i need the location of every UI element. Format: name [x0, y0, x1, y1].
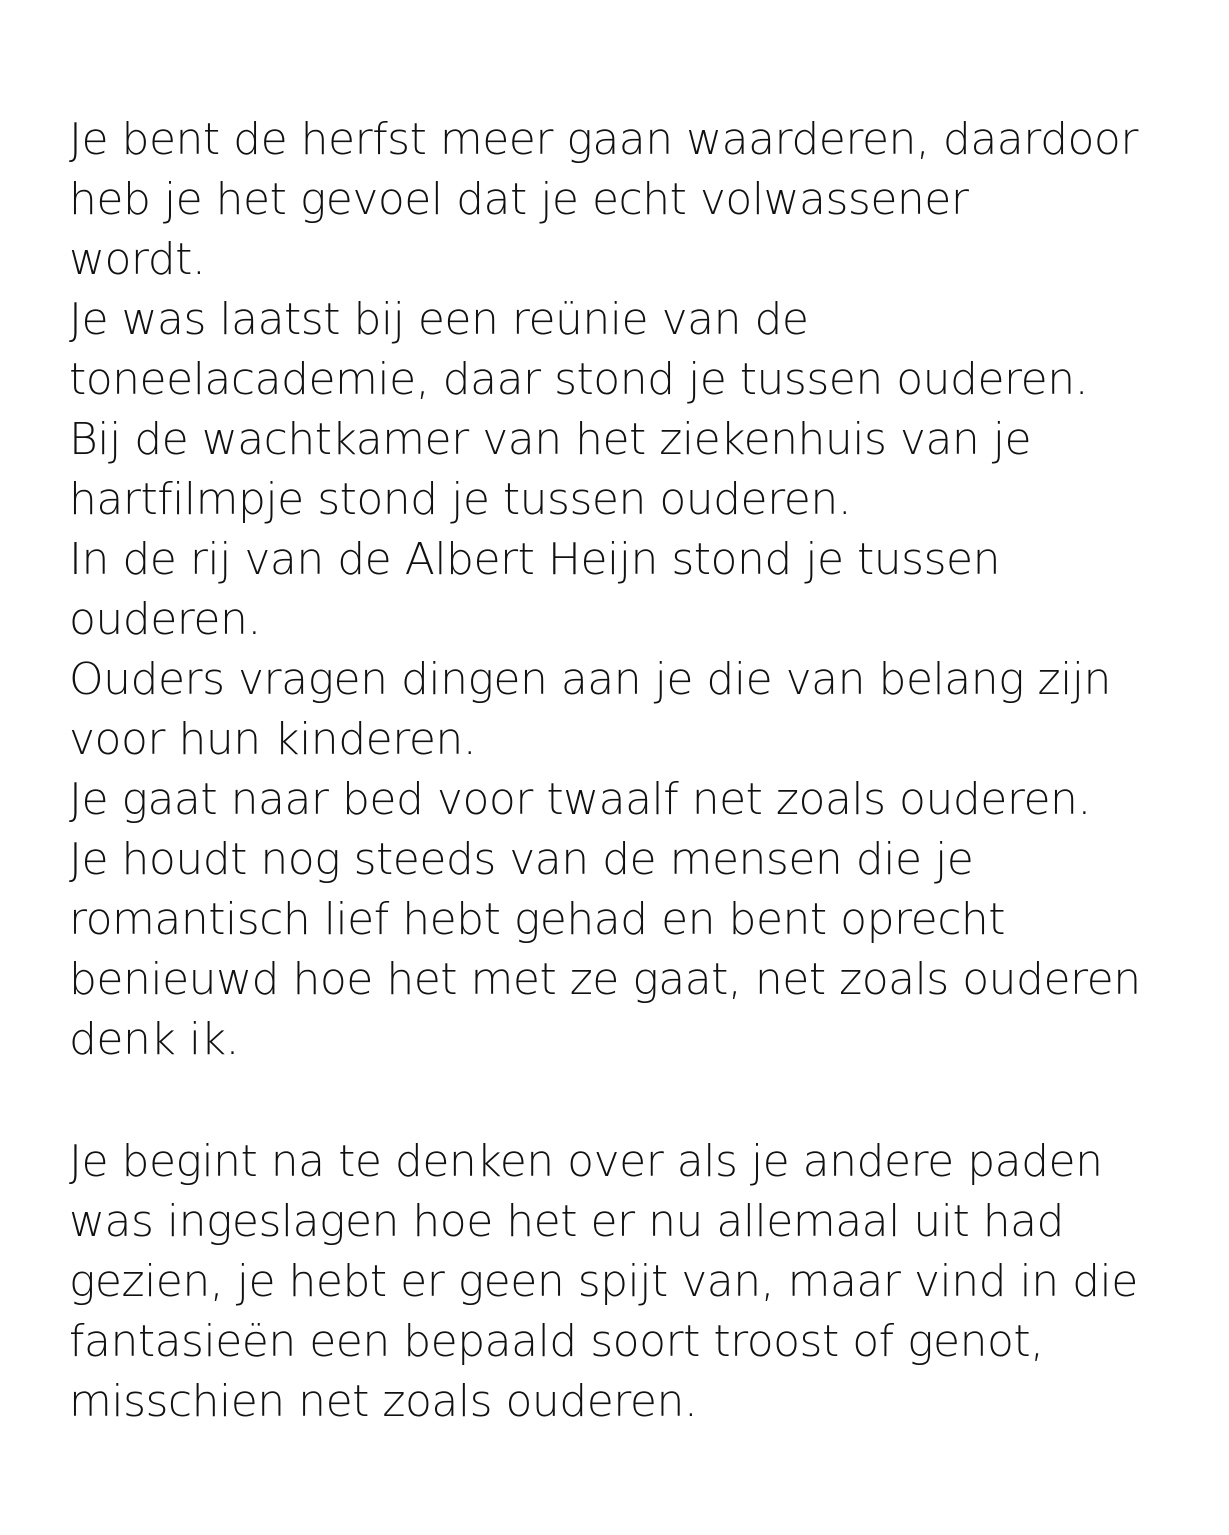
text-line: voor hun kinderen. [69, 714, 477, 765]
text-line: Je bent de herfst meer gaan waarderen, daardoor [69, 114, 1138, 165]
text-line: heb je het gevoel dat je echt volwassener [69, 174, 969, 225]
text-line: Bij de wachtkamer van het ziekenhuis van je [69, 414, 1032, 465]
text-line: toneelacademie, daar stond je tussen ouderen. [69, 354, 1089, 405]
text-line: Ouders vragen dingen aan je die van belang zijn [69, 654, 1111, 705]
text-line: was ingeslagen hoe het er nu allemaal uit had [69, 1196, 1064, 1247]
text-line: denk ik. [69, 1014, 240, 1065]
text-line: romantisch lief hebt gehad en bent oprecht [69, 894, 1006, 945]
text-line: Je gaat naar bed voor twaalf net zoals ouderen. [69, 774, 1091, 825]
text-line: ouderen. [69, 594, 261, 645]
text-line: benieuwd hoe het met ze gaat, net zoals ouderen [69, 954, 1141, 1005]
text-line: Je houdt nog steeds van de mensen die je [69, 834, 974, 885]
text-line: gezien, je hebt er geen spijt van, maar vind in die [69, 1256, 1138, 1307]
paragraph-2 [69, 1132, 1209, 1432]
paragraph-1 [69, 110, 1209, 1070]
text-line: Je begint na te denken over als je andere paden [69, 1136, 1103, 1187]
text-line: misschien net zoals ouderen. [69, 1376, 698, 1427]
text-line: fantasieën een bepaald soort troost of genot, [69, 1316, 1044, 1367]
text-line: Je was laatst bij een reünie van de [69, 294, 809, 345]
text-line: wordt. [69, 234, 206, 285]
text-line: In de rij van de Albert Heijn stond je tussen [69, 534, 1000, 585]
text-line: hartfilmpje stond je tussen ouderen. [69, 474, 852, 525]
